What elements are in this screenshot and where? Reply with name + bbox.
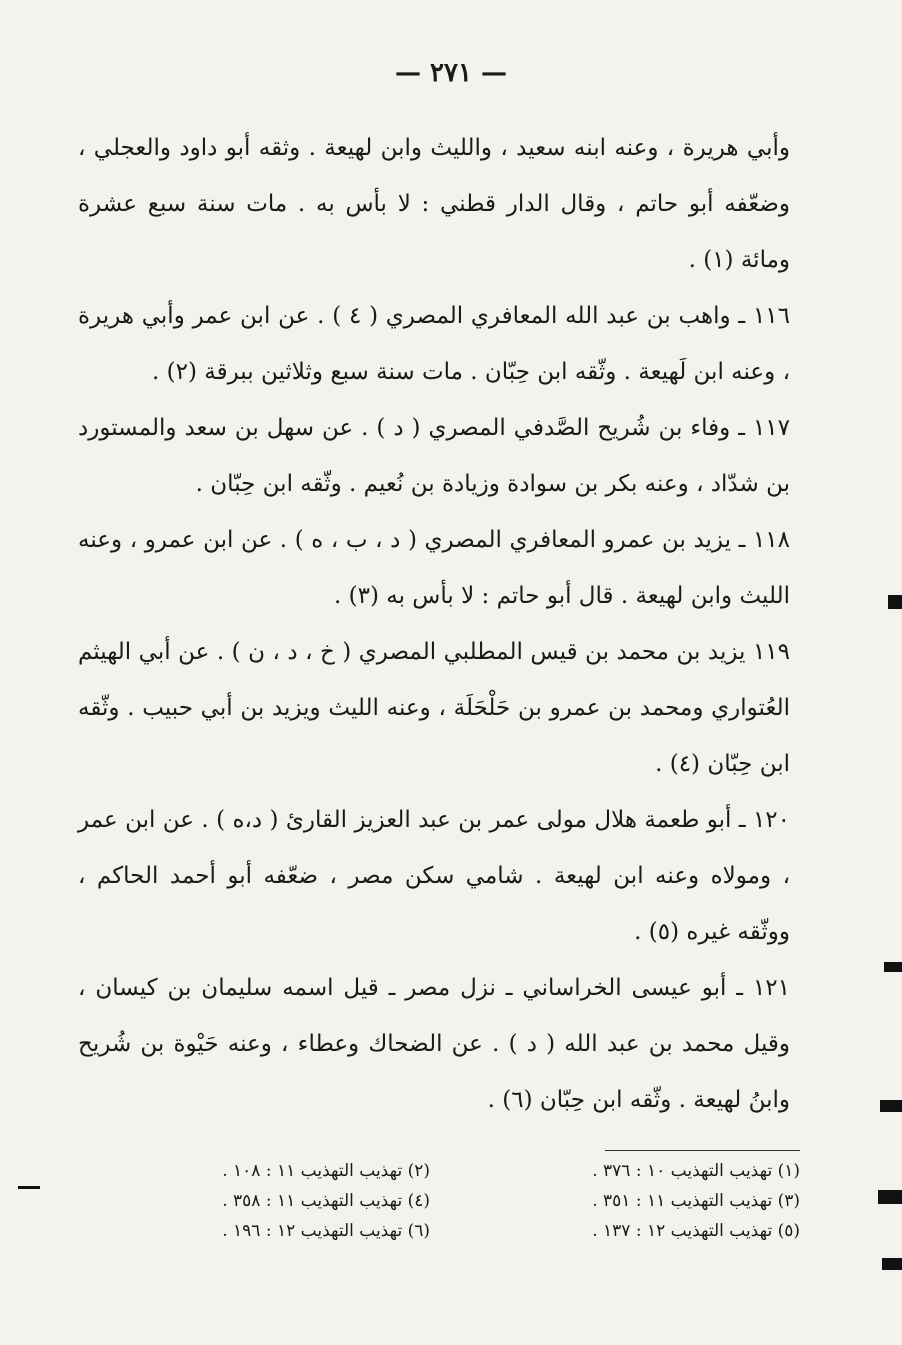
- scan-mark: [880, 1100, 902, 1112]
- footnotes-right-column: [480, 1156, 800, 1246]
- entry-116: ١١٦ ـ واهب بن عبد الله المعافري المصري ( ٤ ) . عن ابن عمر وأبي هريرة ، وعنه ابن لَهيعة . وثّقه ابن حِبّان . مات سنة سبع وثلاثين ببرقة (٢) .: [78, 303, 791, 385]
- scan-mark: [878, 1190, 902, 1204]
- entry-119: ١١٩ يزيد بن محمد بن قيس المطلبي المصري ( خ ، د ، ن ) . عن أبي الهيثم العُتواري ومحمد بن عمرو بن حَلْحَلَة ، وعنه الليث ويزيد بن أبي حبيب . وثّقه ابن حِبّان (٤) .: [78, 639, 790, 777]
- entry-120: ١٢٠ ـ أبو طعمة هلال مولى عمر بن عبد العزيز القارئ ( د،ه ) . عن ابن عمر ، ومولاه وعنه ابن لهيعة . شامي سكن مصر ، ضعّفه أبو أحمد الحاكم ، ووثّقه غيره (٥) .: [78, 807, 790, 945]
- entry-117: ١١٧ ـ وفاء بن شُريح الصَّدفي المصري ( د ) . عن سهل بن سعد والمستورد بن شدّاد ، وعنه بكر بن سوادة وزيادة بن نُعيم . وثّقه ابن حِبّان .: [78, 415, 790, 497]
- footnote-5: (٥) تهذيب التهذيب ١٢ : ١٣٧ .: [592, 1221, 800, 1241]
- paragraph-intro: وأبي هريرة ، وعنه ابنه سعيد ، والليث وابن لهيعة . وثقه أبو داود والعجلي ، وضعّفه أبو حاتم ، وقال الدار قطني : لا بأس به . مات سنة سبع عشرة ومائة (١) .: [78, 135, 790, 273]
- footnote-divider: [605, 1150, 800, 1151]
- footnote-1: (١) تهذيب التهذيب ١٠ : ٣٧٦ .: [592, 1161, 800, 1181]
- body-text: [78, 120, 790, 1128]
- entry-118: ١١٨ ـ يزيد بن عمرو المعافري المصري ( د ، ب ، ه ) . عن ابن عمرو ، وعنه الليث وابن لهيعة . قال أبو حاتم : لا بأس به (٣) .: [78, 527, 790, 609]
- entry-121: ١٢١ ـ أبو عيسى الخراساني ـ نزل مصر ـ قيل اسمه سليمان بن كيسان ، وقيل محمد بن عبد الله ( د ) . عن الضحاك وعطاء ، وعنه حَيْوة بن شُريح وابنُ لهيعة . وثّقه ابن حِبّان (٦) .: [78, 975, 790, 1113]
- footnotes-left-column: [110, 1156, 430, 1246]
- page-number: — ٢٧١ —: [394, 58, 508, 88]
- scan-mark: [882, 1258, 902, 1270]
- footnote-4: (٤) تهذيب التهذيب ١١ : ٣٥٨ .: [222, 1191, 430, 1211]
- scan-mark: [888, 595, 902, 609]
- footnote-2: (٢) تهذيب التهذيب ١١ : ١٠٨ .: [222, 1161, 430, 1181]
- scan-mark: [18, 1186, 40, 1189]
- footnote-3: (٣) تهذيب التهذيب ١١ : ٣٥١ .: [592, 1191, 800, 1211]
- scan-mark: [884, 962, 902, 972]
- footnote-6: (٦) تهذيب التهذيب ١٢ : ١٩٦ .: [222, 1221, 430, 1241]
- footnotes: [110, 1150, 800, 1250]
